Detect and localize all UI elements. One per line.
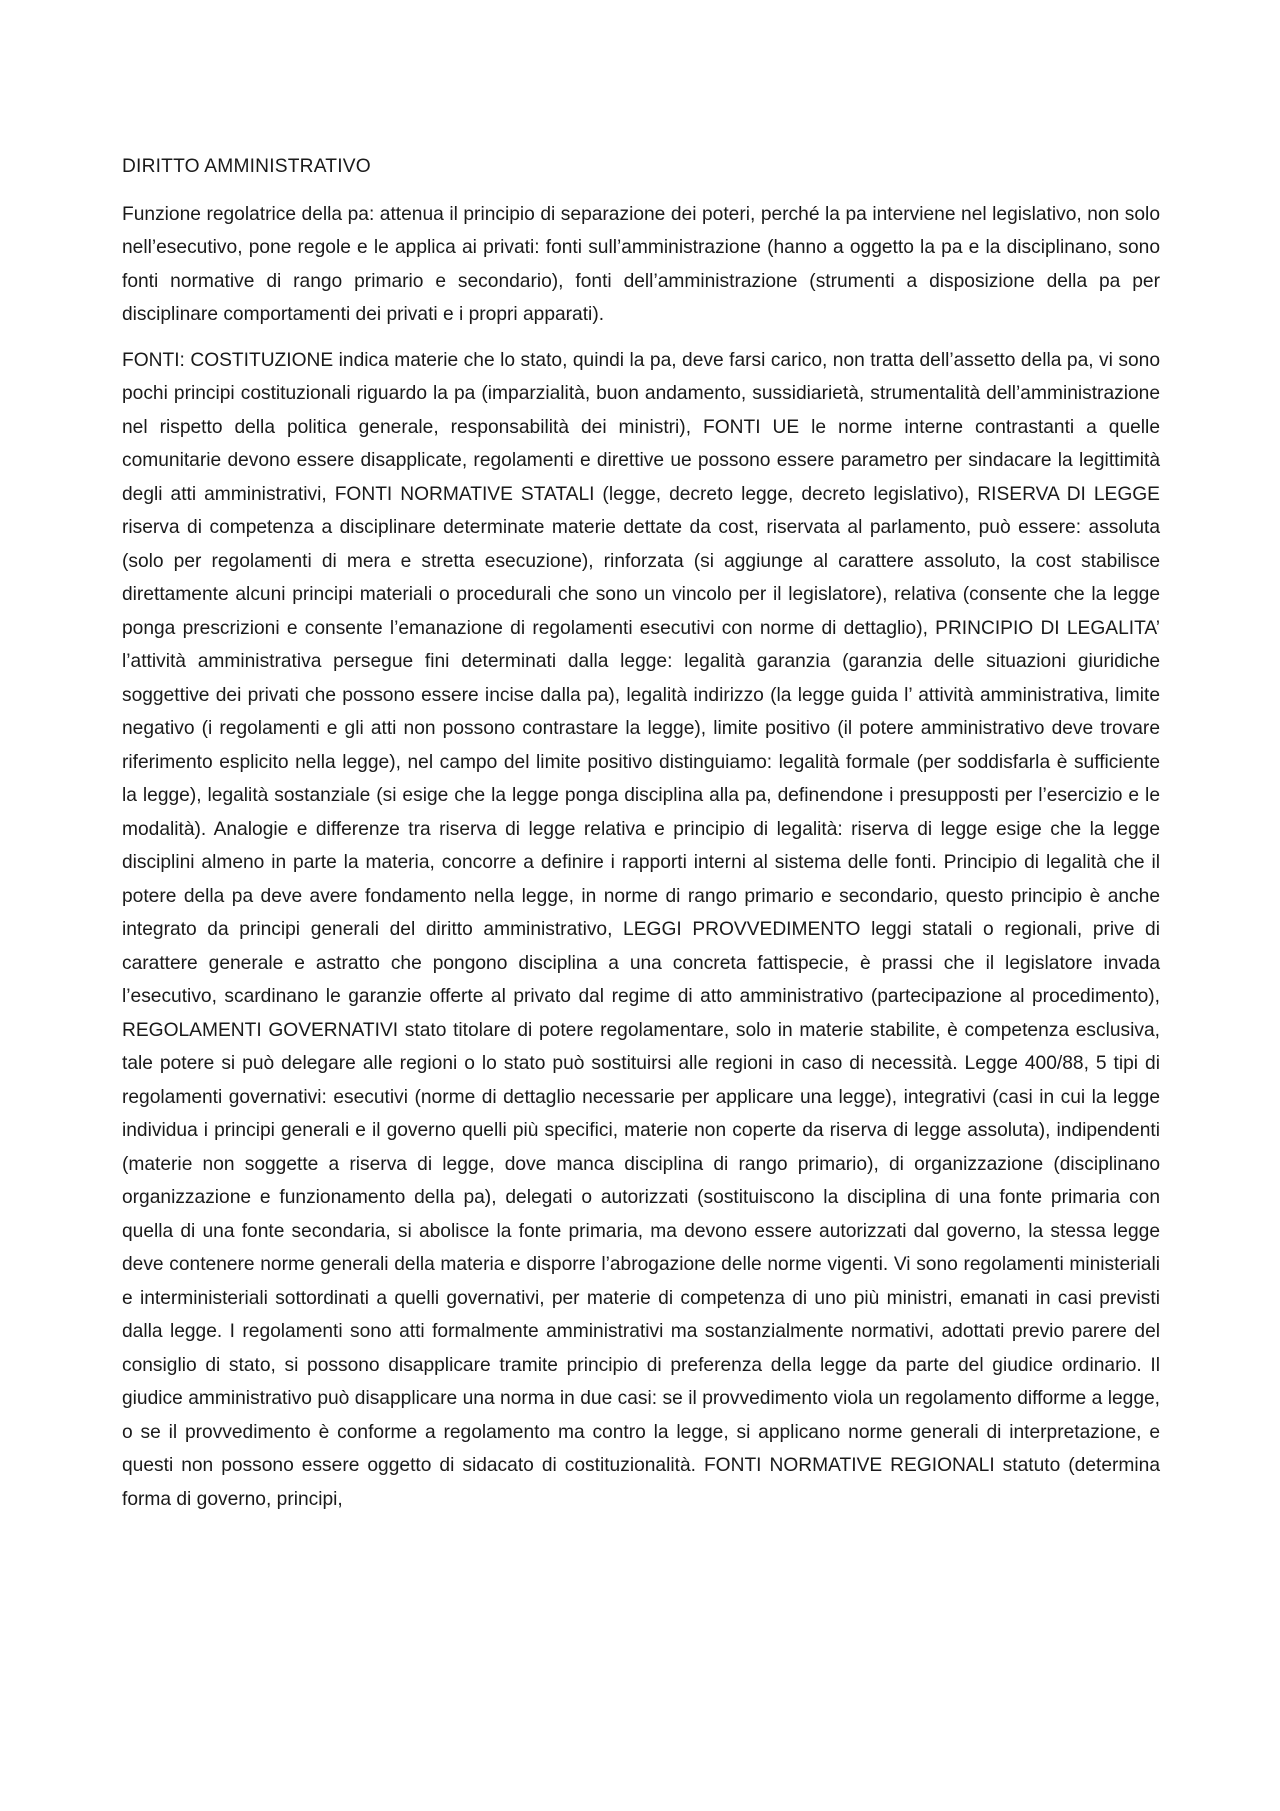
paragraph-intro: Funzione regolatrice della pa: attenua il principio di separazione dei poteri, perché la pa interviene nel legislativo, non solo nell’esecutivo, pone regole e le applica ai privati: fonti sull’amministrazione (hanno a oggetto la pa e la disciplinano, sono fonti normative di rango primario e secondario), fonti dell’amministrazione (strumenti a disposizione della pa per disciplinare comportamenti dei privati e i propri apparati). — [122, 203, 1160, 325]
paragraph-fonti: FONTI: COSTITUZIONE indica materie che lo stato, quindi la pa, deve farsi carico, non tratta dell’assetto della pa, vi sono pochi principi costituzionali riguardo la pa (imparzialità, buon andamento, sussidiarietà, strumentalità dell’amministrazione nel rispetto della politica generale, responsabilità dei ministri), FONTI UE le norme interne contrastanti a quelle comunitarie devono essere disapplicate, regolamenti e direttive ue possono essere parametro per sindacare la legittimità degli atti amministrativi, FONTI NORMATIVE STATALI (legge, decreto legge, decreto legislativo), RISERVA DI LEGGE riserva di competenza a disciplinare determinate materie dettate da cost, riservata al parlamento, può essere: assoluta (solo per regolamenti di mera e stretta esecuzione), rinforzata (si aggiunge al carattere assoluto, la cost stabilisce direttamente alcuni principi materiali o procedurali che sono un vincolo per il legislatore), relativa (consente che la legge ponga prescrizioni e consente l’emanazione di regolamenti esecutivi con norme di dettaglio), PRINCIPIO DI LEGALITA’ l’attività amministrativa persegue fini determinati dalla legge: legalità garanzia (garanzia delle situazioni giuridiche soggettive dei privati che possono essere incise dalla pa), legalità indirizzo (la legge guida l’ attività amministrativa, limite negativo (i regolamenti e gli atti non possono contrastare la legge), limite positivo (il potere amministrativo deve trovare riferimento esplicito nella legge), nel campo del limite positivo distinguiamo: legalità formale (per soddisfarla è sufficiente la legge), legalità sostanziale (si esige che la legge ponga disciplina alla pa, definendone i presupposti per l’esercizio e le modalità). Analogie e differenze tra riserva di legge relativa e principio di legalità: riserva di legge esige che la legge disciplini almeno in parte la materia, concorre a definire i rapporti interni al sistema delle fonti. Principio di legalità che il potere della pa deve avere fondamento nella legge, in norme di rango primario e secondario, questo principio è anche integrato da principi generali del diritto amministrativo, LEGGI PROVVEDIMENTO leggi statali o regionali, prive di carattere generale e astratto che pongono disciplina a una concreta fattispecie, è prassi che il legislatore invada l’esecutivo, scardinano le garanzie offerte al privato dal regime di atto amministrativo (partecipazione al procedimento), REGOLAMENTI GOVERNATIVI stato titolare di potere regolamentare, solo in materie stabilite, è competenza esclusiva, tale potere si può delegare alle regioni o lo stato può sostituirsi alle regioni in caso di necessità. Legge 400/88, 5 tipi di regolamenti governativi: esecutivi (norme di dettaglio necessarie per applicare una legge), integrativi (casi in cui la legge individua i principi generali e il governo quelli più specifici, materie non coperte da riserva di legge assoluta), indipendenti (materie non soggette a riserva di legge, dove manca disciplina di rango primario), di organizzazione (disciplinano organizzazione e funzionamento della pa), delegati o autorizzati (sostituiscono la disciplina di una fonte primaria con quella di una fonte secondaria, si abolisce la fonte primaria, ma devono essere autorizzati dal governo, la stessa legge deve contenere norme generali della materia e disporre l’abrogazione delle norme vigenti. Vi sono regolamenti ministeriali e interministeriali sottordinati a quelli governativi, per materie di competenza di uno più ministri, emanati in casi previsti dalla legge. I regolamenti sono atti formalmente amministrativi ma sostanzialmente normativi, adottati previo parere del consiglio di stato, si possono disapplicare tramite principio di preferenza della legge da parte del giudice ordinario. Il giudice amministrativo può disapplicare una norma in due casi: se il provvedimento viola un regolamento difforme a legge, o se il provvedimento è conforme a regolamento ma contro la legge, si applicano norme generali di interpretazione, e questi non possono essere oggetto di sidacato di costituzionalità. FONTI NORMATIVE REGIONALI statuto (determina forma di governo, principi, — [122, 349, 1160, 1510]
document-title: DIRITTO AMMINISTRATIVO — [122, 156, 371, 177]
document-body — [122, 150, 1160, 1528]
